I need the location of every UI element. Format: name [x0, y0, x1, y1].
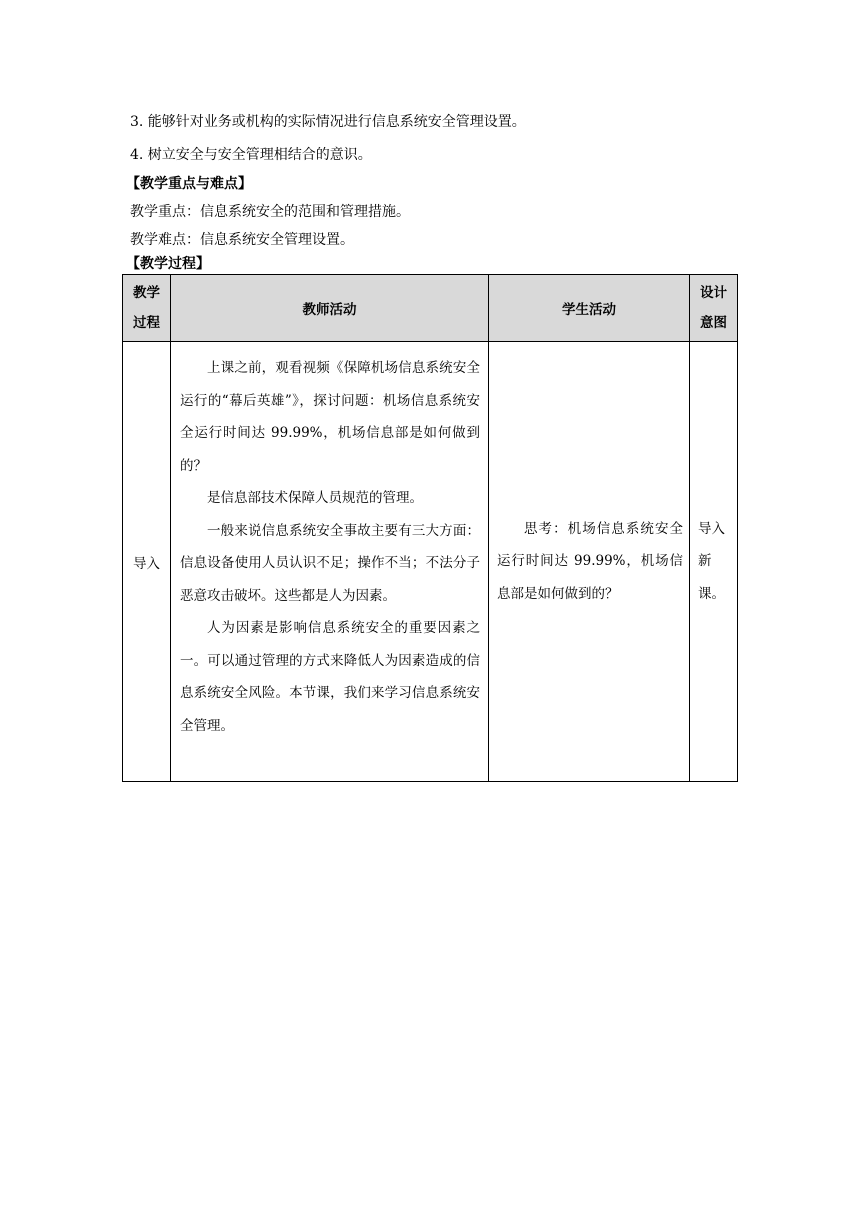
teacher-paragraph: 上课之前，观看视频《保障机场信息系统安全运行的“幕后英雄”》，探讨问题：机场信息系统安全运行时间达 99.99%，机场信息部是如何做到的？ [180, 360, 480, 474]
header-teacher-activity: 教师活动 [171, 275, 489, 342]
key-point: 教学重点：信息系统安全的范围和管理措施。 [130, 204, 410, 220]
teacher-paragraph: 一般来说信息系统安全事故主要有三大方面：信息设备使用人员认识不足；操作不当；不法分子恶意攻击破坏。这些都是人为因素。 [180, 522, 480, 604]
student-activity-cell [489, 342, 690, 782]
objective-4: 4. 树立安全与安全管理相结合的意识。 [130, 147, 372, 163]
student-activity-text: 思考：机场信息系统安全运行时间达 99.99%，机场信息部是如何做到的？ [497, 520, 683, 602]
teaching-process-table [122, 274, 738, 782]
header-stage-line2: 过程 [133, 315, 160, 331]
stage-cell: 导入 [123, 342, 171, 782]
header-student-activity: 学生活动 [489, 275, 690, 342]
table-row [123, 342, 738, 782]
table-header-row [123, 275, 738, 342]
header-design-line2: 意图 [700, 315, 727, 331]
design-intent-cell [690, 342, 738, 782]
process-heading: 【教学过程】 [126, 256, 210, 272]
header-stage [123, 275, 171, 342]
design-line1: 导入 [698, 520, 725, 537]
difficult-point: 教学难点：信息系统安全管理设置。 [130, 232, 354, 248]
key-points-heading: 【教学重点与难点】 [126, 176, 252, 192]
header-design-line1: 设计 [700, 285, 727, 301]
header-stage-line1: 教学 [133, 285, 160, 301]
teacher-paragraph: 人为因素是影响信息系统安全的重要因素之一。可以通过管理的方式来降低人为因素造成的信息系统安全风险。本节课，我们来学习信息系统安全管理。 [180, 620, 480, 734]
header-design-intent [690, 275, 738, 342]
design-line3: 课。 [698, 585, 725, 602]
objective-3: 3. 能够针对业务或机构的实际情况进行信息系统安全管理设置。 [130, 114, 526, 130]
teacher-paragraph: 是信息部技术保障人员规范的管理。 [207, 490, 423, 506]
teacher-activity-cell [171, 342, 489, 782]
design-line2: 新 [698, 553, 712, 570]
